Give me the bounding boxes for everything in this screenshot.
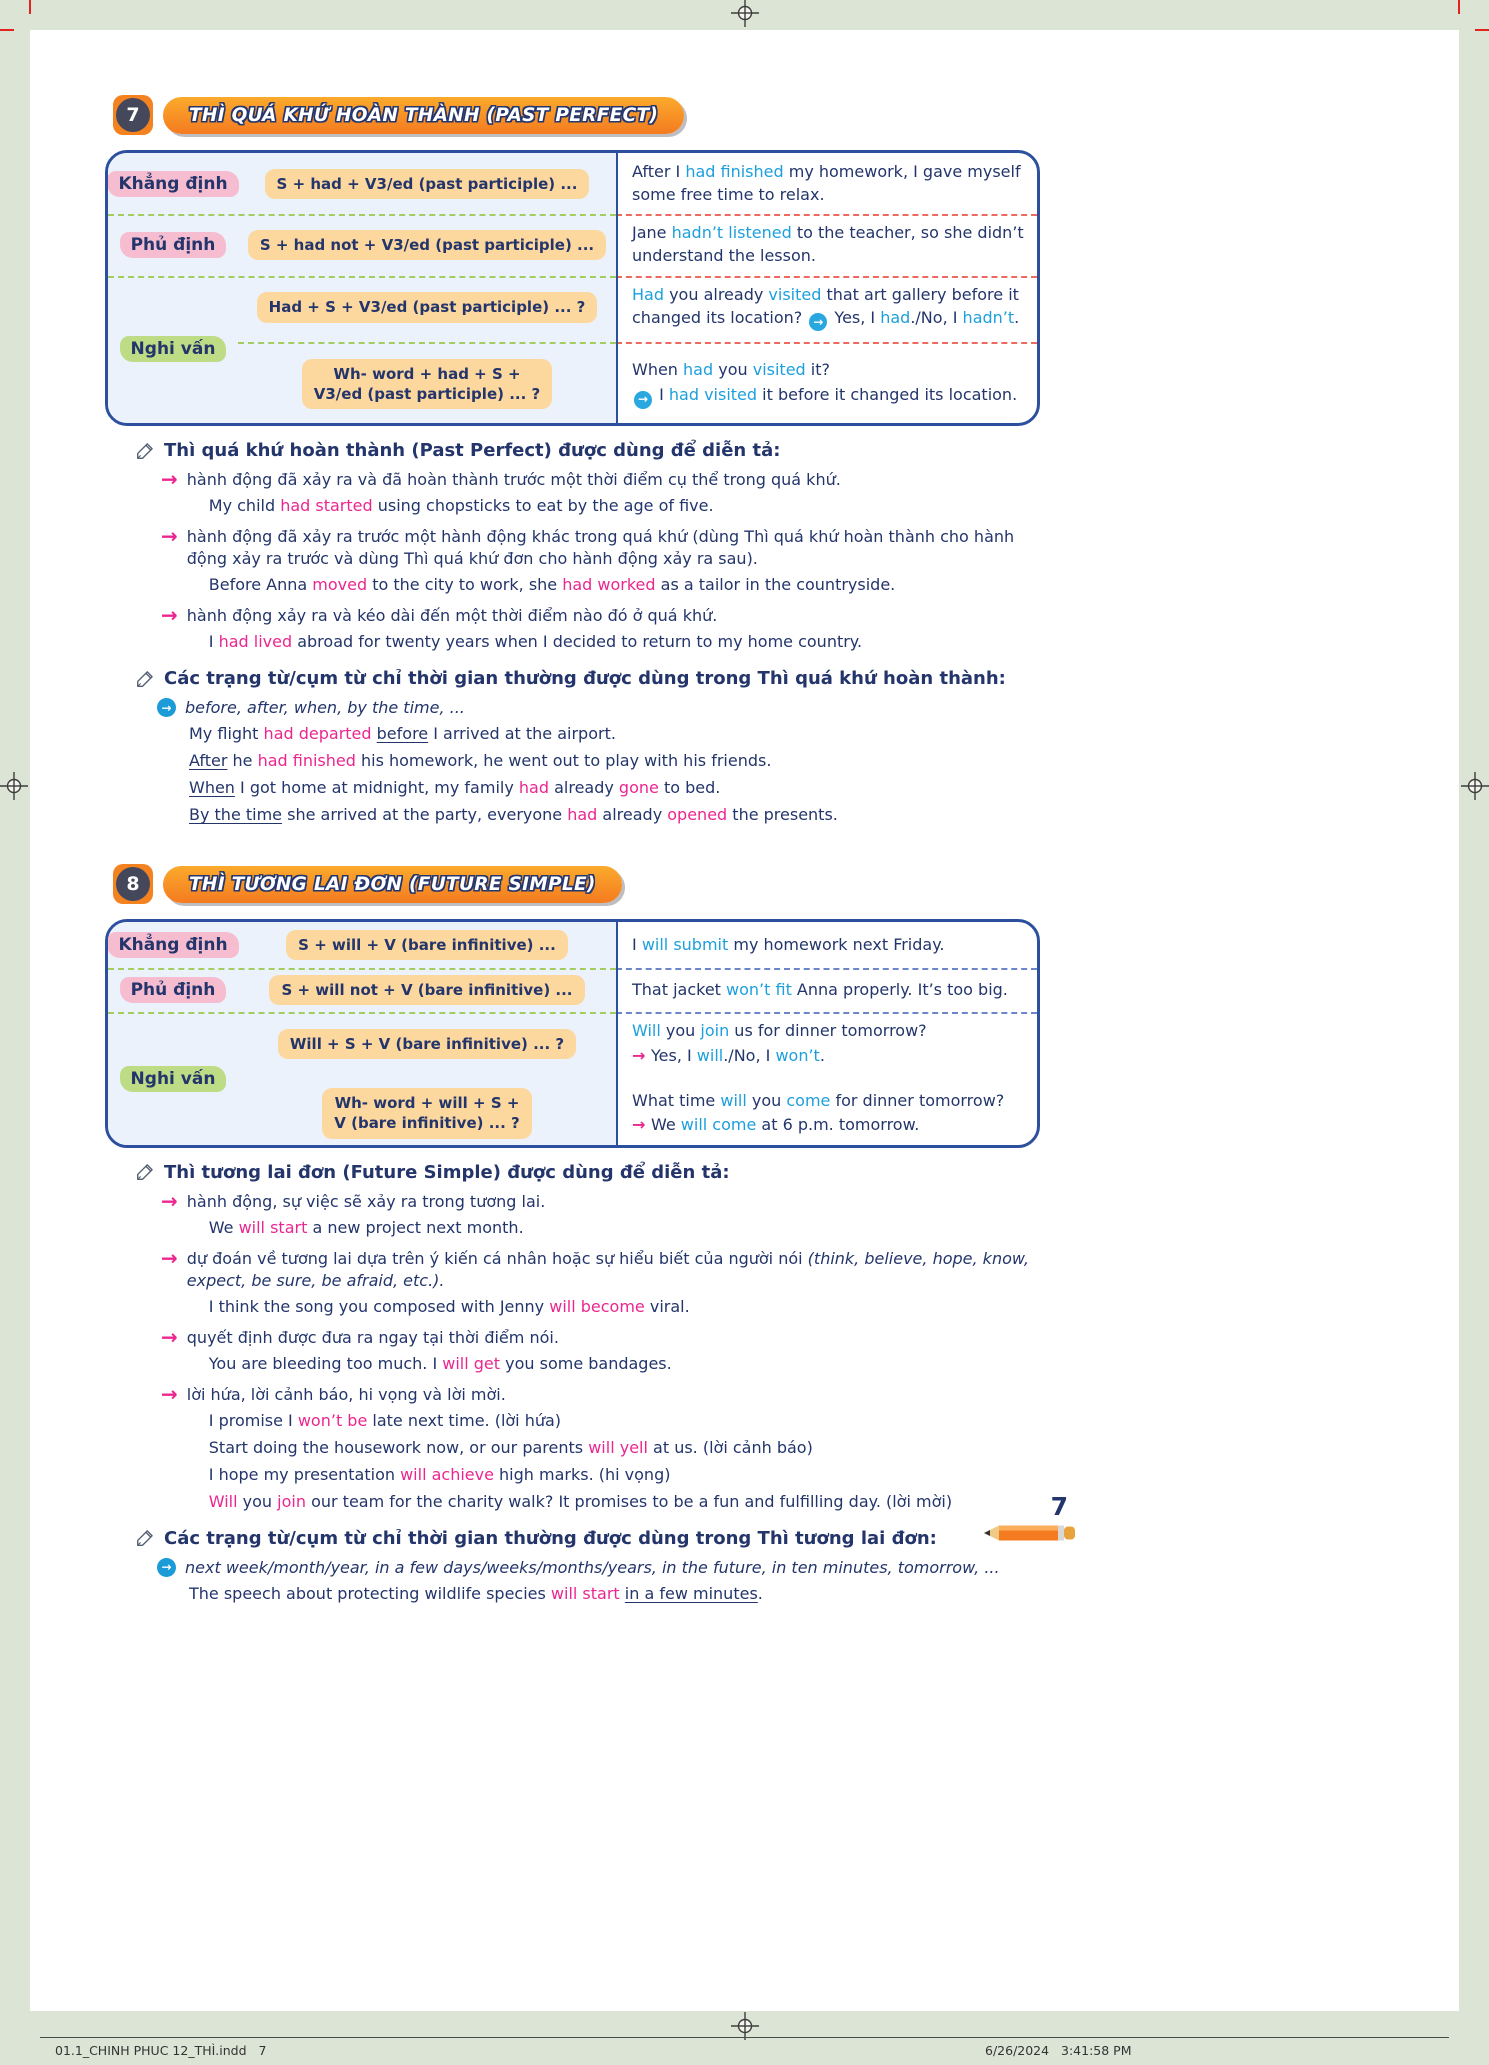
usage-text: lời hứa, lời cảnh báo, hi vọng và lời mời. [186,1384,506,1404]
section-number-badge [113,95,153,135]
table-row-question [108,1012,1037,1145]
formula-affirmative: S + will + V (bare infinitive) ... [286,930,568,960]
usage-heading-past-perfect: Thì quá khứ hoàn thành (Past Perfect) được dùng để diễn tả: [135,440,1040,461]
usage-text: hành động, sự việc sẽ xảy ra trong tương lai. [186,1191,546,1211]
arrow-bullet-icon: → [161,1381,178,1406]
usage-item [161,1188,1040,1240]
formula-negative: S + had not + V3/ed (past participle) ... [248,230,606,260]
usage-example: Will you join our team for the charity walk? It promises to be a fun and fulfilling day. (lời mời) [208,1491,953,1511]
example-negative: That jacket won’t fit Anna properly. It’s too big. [632,979,1008,999]
usage-example: We will start a new project next month. [208,1217,524,1237]
row-label-question: Nghi vấn [120,336,227,362]
adverbs-heading-past-perfect: Các trạng từ/cụm từ chỉ thời gian thường được dùng trong Thì quá khứ hoàn thành: [135,668,1040,689]
adverb-example: My flight had departed before I arrived at the airport. [189,724,616,744]
table-row-question [108,276,1037,423]
usage-example: Before Anna moved to the city to work, she had worked as a tailor in the countryside. [208,575,896,595]
example-question-wh-answer: → We will come at 6 p.m. tomorrow. [632,1115,920,1135]
formula-question-yesno: Had + S + V3/ed (past participle) ... ? [257,292,598,322]
example-question-yesno-answer: → Yes, I will./No, I won’t. [632,1045,825,1065]
registration-mark [731,0,759,27]
usage-item [161,605,1040,654]
section-number: 8 [116,867,150,901]
formula-affirmative: S + had + V3/ed (past participle) ... [265,169,590,199]
usage-example: I think the song you composed with Jenny will become viral. [208,1296,690,1316]
book-page [30,30,1459,2011]
section-title: THÌ TƯƠNG LAI ĐƠN (FUTURE SIMPLE) [189,873,596,895]
usage-item [161,469,1040,518]
usage-text: dự đoán về tương lai dựa trên ý kiến cá nhân hoặc sự hiểu biết của người nói (think, believe, hope, know, expect, be sure, be afraid, etc.). [186,1248,1030,1290]
section-8-header [105,861,1040,907]
row-label-negative: Phủ định [120,977,227,1003]
formula-negative: S + will not + V (bare infinitive) ... [269,975,584,1005]
blue-arrow-bullet-icon: → [157,698,176,717]
registration-mark [1461,772,1489,800]
section-title-pill [163,97,684,134]
section-title-pill [163,866,622,903]
page-content [105,30,1040,1606]
slug-filename: 01.1_CHINH PHUC 12_THÌ.indd 7 [55,2043,267,2058]
usage-item [161,1381,1040,1514]
adverb-example: By the time she arrived at the party, everyone had already opened the presents. [189,805,838,825]
usage-item [161,526,1040,597]
usage-item [161,1245,1040,1319]
row-label-question: Nghi vấn [120,1066,227,1092]
trim-mark [29,0,31,14]
example-affirmative: After I had finished my homework, I gave myself some free time to relax. [632,162,1021,204]
arrow-bullet-icon: → [161,524,178,549]
arrow-bullet-icon: → [161,1245,178,1270]
formula-question-wh: Wh- word + will + S + V (bare infinitive) ... ? [322,1088,531,1139]
table-column-divider [616,153,618,423]
usage-text: hành động đã xảy ra trước một hành động khác trong quá khứ (dùng Thì quá khứ hoàn thành cho hành động xảy ra trước và dùng Thì quá khứ đơn cho hành động xảy ra sau). [186,527,1015,569]
usage-text: quyết định được đưa ra ngay tại thời điểm nói. [186,1327,559,1347]
example-question-yesno: Will you join us for dinner tomorrow? [632,1021,927,1041]
usage-example: My child had started using chopsticks to eat by the age of five. [208,496,714,516]
page-number-block [982,1492,1082,1543]
usage-example: You are bleeding too much. I will get you some bandages. [208,1353,672,1373]
usage-example: Start doing the housework now, or our parents will yell at us. (lời cảnh báo) [208,1437,813,1457]
slug-line [40,2037,1449,2038]
row-label-affirmative: Khẳng định [107,932,238,958]
page-number: 7 [1050,1492,1068,1521]
formula-question-yesno: Will + S + V (bare infinitive) ... ? [278,1029,576,1059]
table-row-affirmative [108,153,1037,214]
arrow-bullet-icon: → [161,603,178,628]
table-column-divider [616,922,618,1145]
usage-example: I hope my presentation will achieve high marks. (hi vọng) [208,1464,671,1484]
page-pencil-icon [982,1523,1078,1543]
usage-text: hành động xảy ra và kéo dài đến một thời điểm nào đó ở quá khứ. [186,606,718,626]
usage-example: I had lived abroad for twenty years when I decided to return to my home country. [208,632,863,652]
pencil-icon [135,441,155,461]
blue-arrow-bullet-icon: → [157,1558,176,1577]
adverbs-heading-future-simple: Các trạng từ/cụm từ chỉ thời gian thường được dùng trong Thì tương lai đơn: [135,1528,1040,1549]
trim-mark [1458,0,1460,14]
example-question-wh: When had you visited it? [632,360,830,380]
section-number: 7 [116,98,150,132]
trim-mark [0,29,14,31]
example-negative: Jane hadn’t listened to the teacher, so she didn’t understand the lesson. [632,223,1024,266]
adverb-example: When I got home at midnight, my family had already gone to bed. [189,778,721,798]
registration-mark [731,2012,759,2040]
row-label-negative: Phủ định [120,232,227,258]
pencil-icon [135,1528,155,1548]
pencil-icon [135,1162,155,1182]
arrow-bullet-icon: → [161,1324,178,1349]
example-question-yesno: Had you already visited that art gallery before it changed its location? → Yes, I had./No, I hadn’t. [632,284,1025,331]
table-row-affirmative [108,922,1037,968]
usage-heading-future-simple: Thì tương lai đơn (Future Simple) được dùng để diễn tả: [135,1162,1040,1183]
section-number-badge [113,864,153,904]
example-question-wh-answer: → I had visited it before it changed its location. [632,384,1025,409]
table-row-negative [108,214,1037,275]
section-title: THÌ QUÁ KHỨ HOÀN THÀNH (PAST PERFECT) [189,104,659,126]
usage-text: hành động đã xảy ra và đã hoàn thành trước một thời điểm cụ thể trong quá khứ. [186,470,841,490]
adverb-example: The speech about protecting wildlife species will start in a few minutes. [189,1583,763,1603]
example-affirmative: I will submit my homework next Friday. [632,934,945,954]
table-row-negative [108,968,1037,1012]
usage-example: I promise I won’t be late next time. (lời hứa) [208,1410,562,1430]
future-simple-table [105,919,1040,1148]
adverb-example: After he had finished his homework, he went out to play with his friends. [189,751,772,771]
section-7-header [105,92,1040,138]
example-question-wh: What time will you come for dinner tomorrow? [632,1090,1005,1110]
adverb-list: → next week/month/year, in a few days/weeks/months/years, in the future, in ten minutes, tomorrow, ... [157,1557,1040,1579]
trim-mark [1475,29,1489,31]
slug-timestamp: 6/26/2024 3:41:58 PM [985,2043,1132,2058]
arrow-bullet-icon: → [161,1188,178,1213]
formula-question-wh: Wh- word + had + S + V3/ed (past participle) ... ? [302,359,552,410]
registration-mark [0,772,28,800]
row-label-affirmative: Khẳng định [107,171,238,197]
arrow-bullet-icon: → [161,467,178,492]
usage-item [161,1324,1040,1376]
past-perfect-table [105,150,1040,426]
adverb-list: → before, after, when, by the time, ... [157,697,1040,719]
pencil-icon [135,669,155,689]
